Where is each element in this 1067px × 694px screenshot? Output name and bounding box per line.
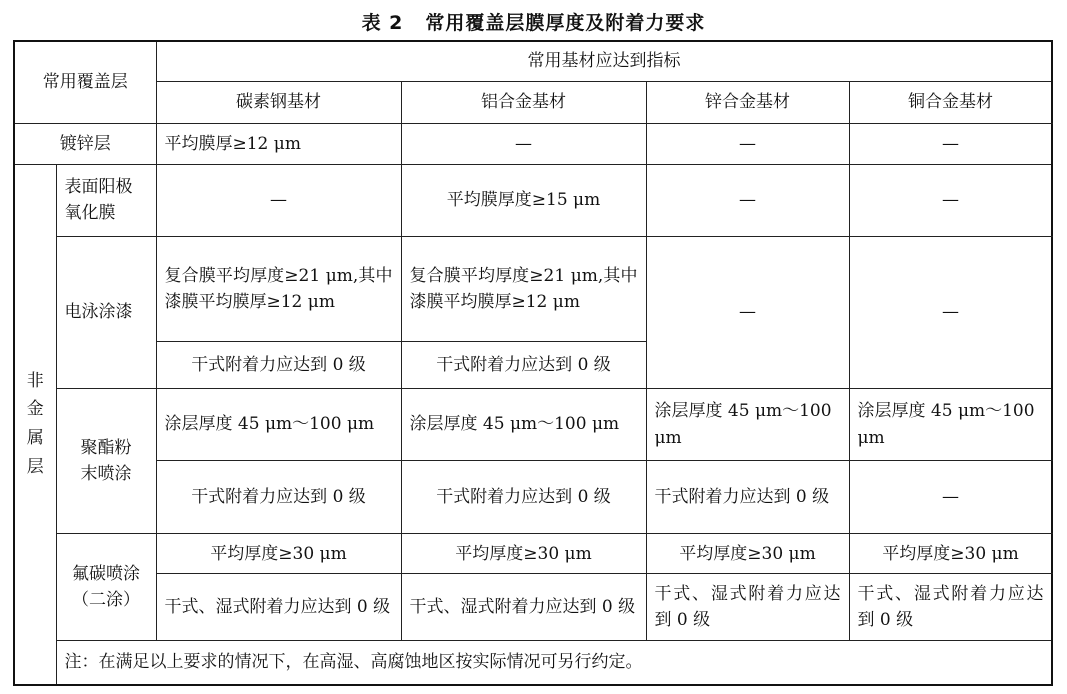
header-row-2 [14,81,1052,123]
anodic-copper: — [849,164,1052,237]
header-carbon-steel: 碳素钢基材 [156,81,401,123]
row-galvanized [14,124,1052,164]
anodic-aluminum: 平均膜厚度≥15 μm [401,164,646,237]
fluorocarbon-thickness-aluminum: 平均厚度≥30 μm [401,534,646,574]
anodic-zinc: — [646,164,849,237]
coating-fluorocarbon: 氟碳喷涂 （二涂） [56,534,156,641]
powder-thickness-zinc: 涂层厚度 45 μm～100 μm [646,388,849,461]
electrophoretic-adhesion-aluminum: 干式附着力应达到 0 级 [401,342,646,388]
row-electrophoretic-thickness [14,237,1052,342]
powder-adhesion-carbon: 干式附着力应达到 0 级 [156,461,401,534]
fluorocarbon-adhesion-zinc: 干式、湿式附着力应达到 0 级 [646,574,849,641]
coating-anodic: 表面阳极 氧化膜 [56,164,156,237]
header-coating: 常用覆盖层 [14,41,156,124]
galvanized-aluminum: — [401,124,646,164]
electrophoretic-thickness-carbon: 复合膜平均厚度≥21 μm,其中漆膜平均膜厚≥12 μm [156,237,401,342]
powder-adhesion-zinc: 干式附着力应达到 0 级 [646,461,849,534]
anodic-carbon: — [156,164,401,237]
row-fluorocarbon-thickness [14,534,1052,574]
fluorocarbon-thickness-zinc: 平均厚度≥30 μm [646,534,849,574]
table-number: 表 2 [361,12,404,34]
powder-thickness-copper: 涂层厚度 45 μm～100 μm [849,388,1052,461]
coating-powder: 聚酯粉 末喷涂 [56,388,156,533]
powder-adhesion-copper: — [849,461,1052,534]
header-aluminum-alloy: 铝合金基材 [401,81,646,123]
header-substrate-group: 常用基材应达到指标 [156,41,1052,81]
header-zinc-alloy: 锌合金基材 [646,81,849,123]
header-copper-alloy: 铜合金基材 [849,81,1052,123]
table-note: 注：在满足以上要求的情况下，在高湿、高腐蚀地区按实际情况可另行约定。 [56,641,1052,685]
table-caption [0,8,1067,35]
fluorocarbon-thickness-carbon: 平均厚度≥30 μm [156,534,401,574]
galvanized-carbon: 平均膜厚≥12 μm [156,124,401,164]
row-anodic [14,164,1052,237]
fluorocarbon-adhesion-aluminum: 干式、湿式附着力应达到 0 级 [401,574,646,641]
nonmetal-group-label: 非 金 属 层 [14,164,56,685]
powder-thickness-carbon: 涂层厚度 45 μm～100 μm [156,388,401,461]
powder-thickness-aluminum: 涂层厚度 45 μm～100 μm [401,388,646,461]
powder-adhesion-aluminum: 干式附着力应达到 0 级 [401,461,646,534]
note-row [14,641,1052,685]
table-title: 常用覆盖层膜厚度及附着力要求 [425,12,706,34]
row-fluorocarbon-adhesion [14,574,1052,641]
fluorocarbon-adhesion-copper: 干式、湿式附着力应达到 0 级 [849,574,1052,641]
fluorocarbon-adhesion-carbon: 干式、湿式附着力应达到 0 级 [156,574,401,641]
fluorocarbon-thickness-copper: 平均厚度≥30 μm [849,534,1052,574]
row-powder-thickness [14,388,1052,461]
electrophoretic-adhesion-carbon: 干式附着力应达到 0 级 [156,342,401,388]
coating-electrophoretic: 电泳涂漆 [56,237,156,388]
row-powder-adhesion [14,461,1052,534]
galvanized-zinc: — [646,124,849,164]
coating-galvanized: 镀锌层 [14,124,156,164]
electrophoretic-thickness-aluminum: 复合膜平均厚度≥21 μm,其中漆膜平均膜厚≥12 μm [401,237,646,342]
header-row-1 [14,41,1052,81]
electrophoretic-copper: — [849,237,1052,388]
galvanized-copper: — [849,124,1052,164]
coating-requirements-table [13,40,1053,686]
electrophoretic-zinc: — [646,237,849,388]
